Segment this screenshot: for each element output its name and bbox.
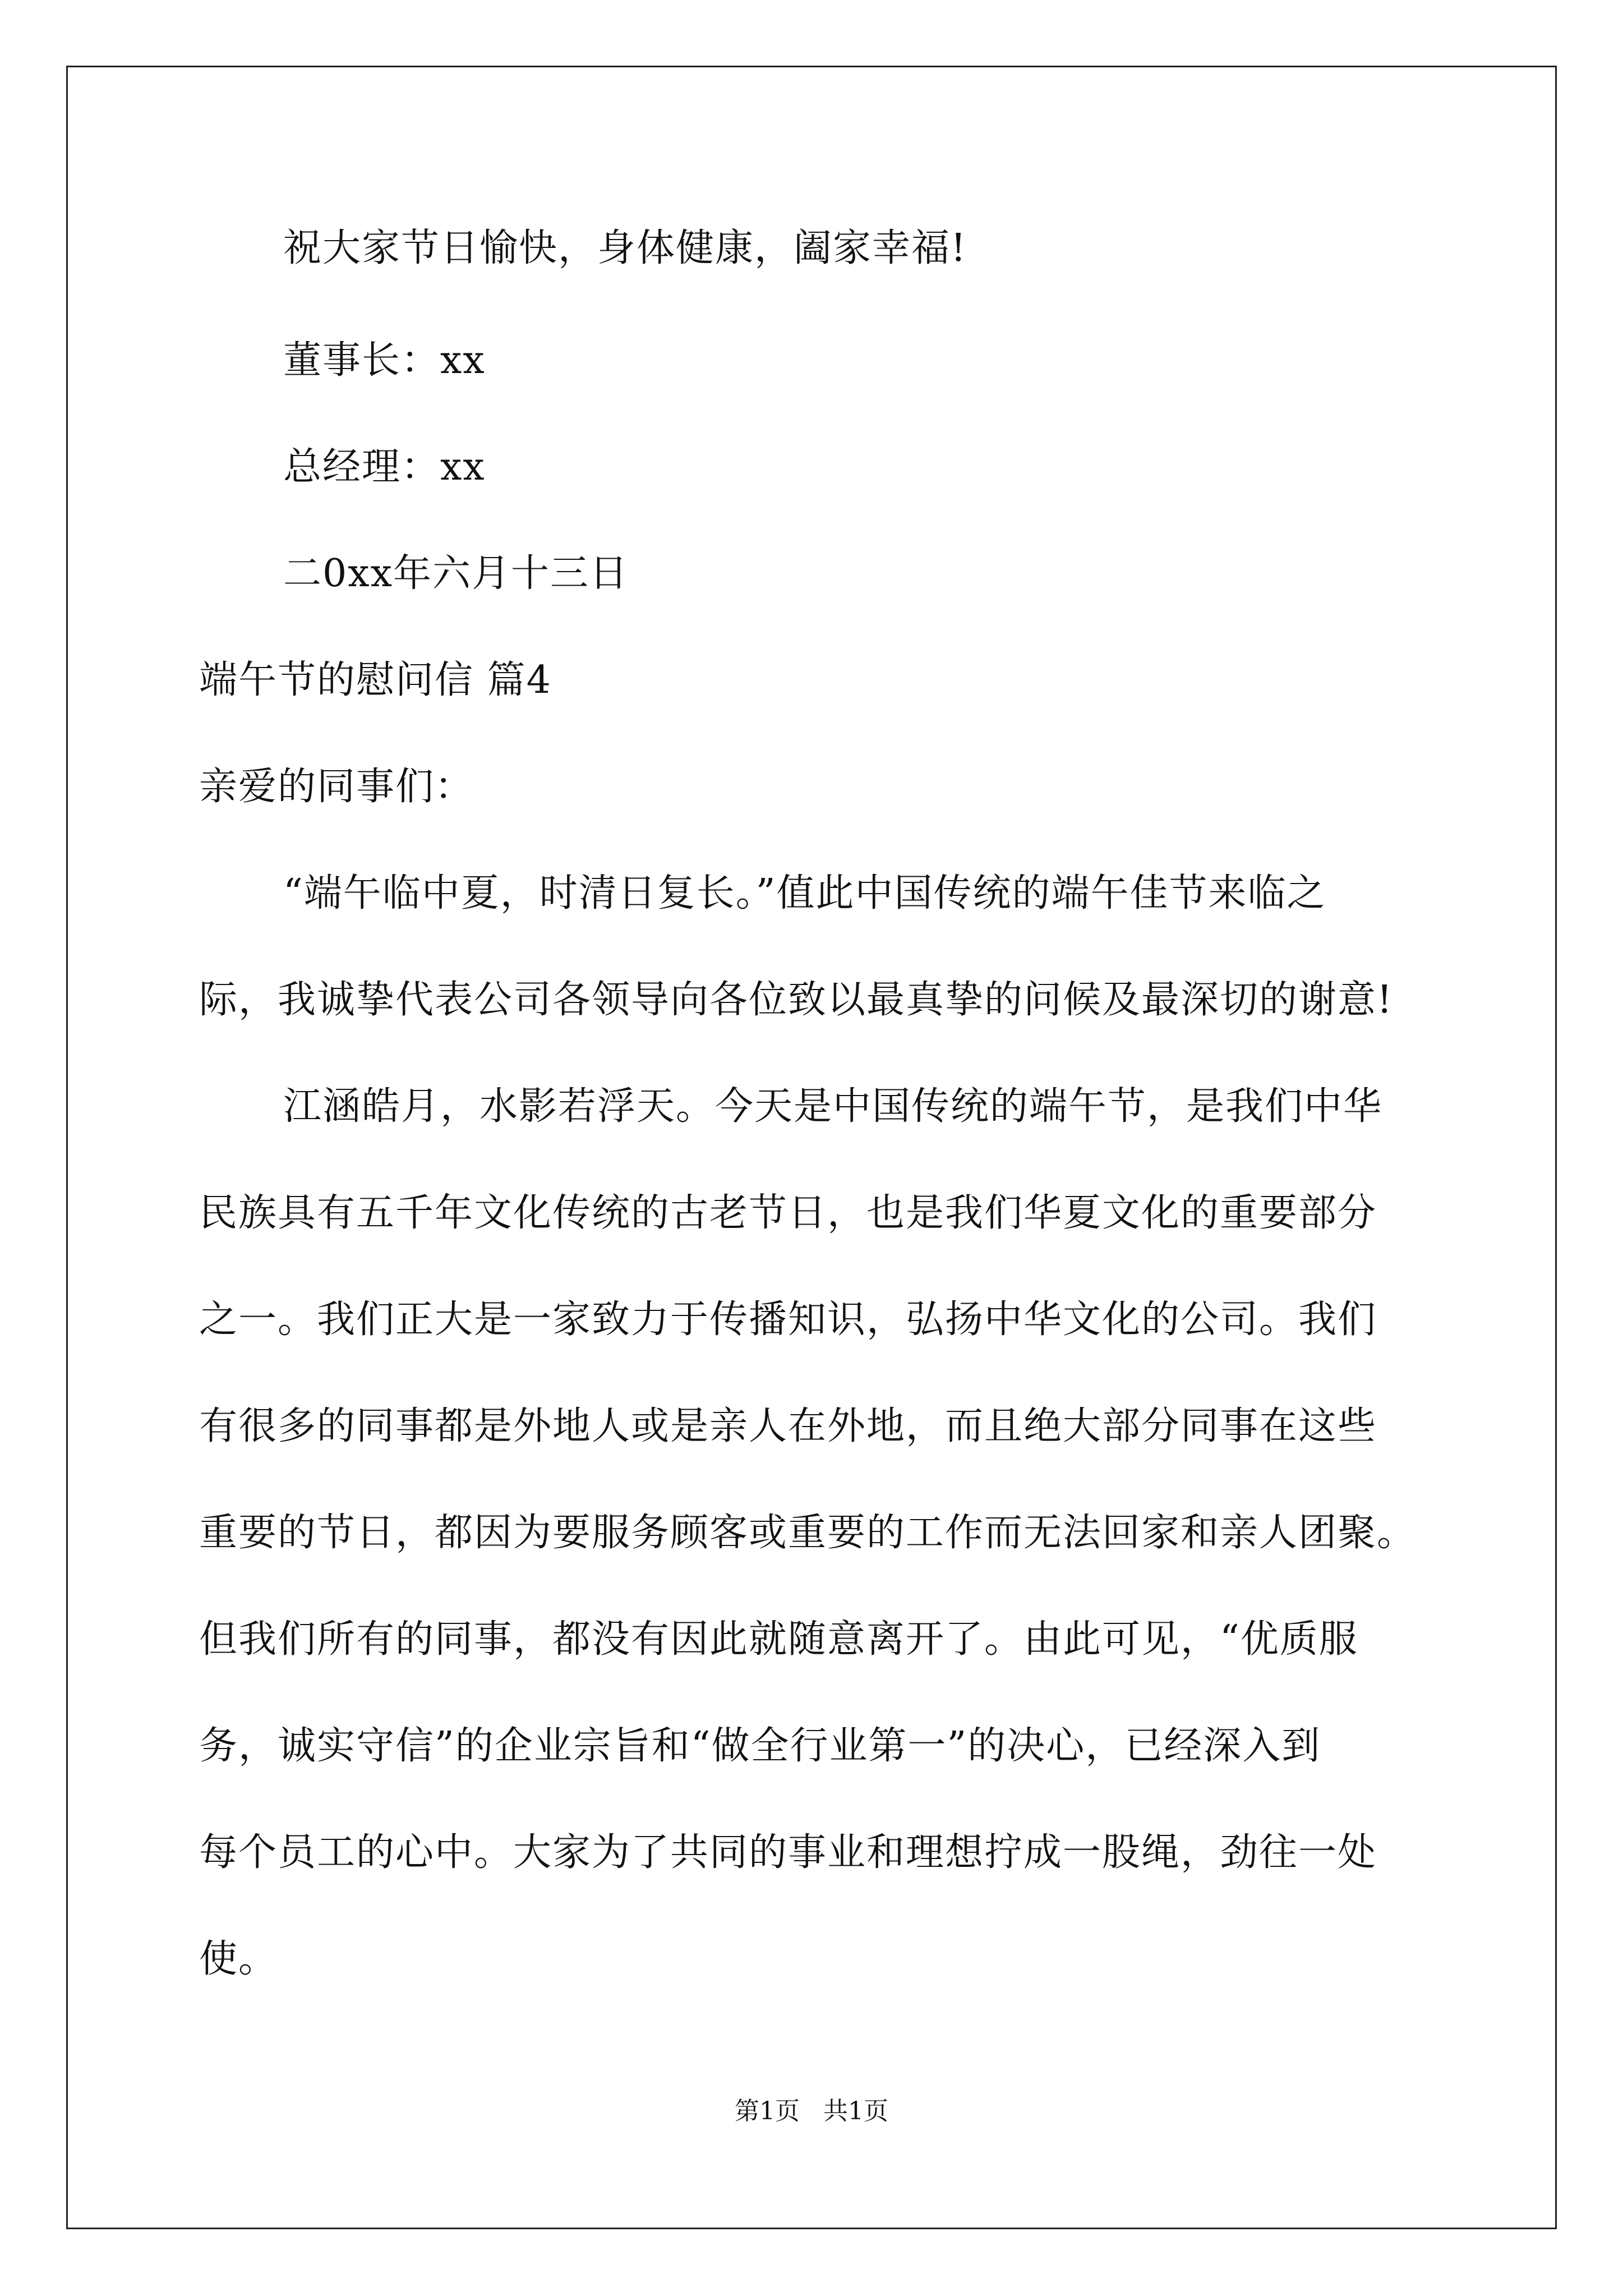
paragraph-line: 每个员工的心中。大家为了共同的事业和理想拧成一股绳，劲往一处	[199, 1830, 1377, 1875]
paragraph-line: 际，我诚挚代表公司各领导向各位致以最真挚的问候及最深切的谢意!	[199, 978, 1394, 1022]
paragraph-line: 有很多的同事都是外地人或是亲人在外地，而且绝大部分同事在这些	[199, 1404, 1377, 1448]
paragraph-line: 务，诚实守信”的企业宗旨和“做全行业第一”的决心，已经深入到	[199, 1724, 1321, 1768]
page-border	[66, 66, 1557, 2229]
salutation: 亲爱的同事们：	[199, 765, 474, 809]
letter-date: 二0xx年六月十三日	[283, 551, 629, 596]
closing-wish: 祝大家节日愉快，身体健康，阖家幸福!	[283, 226, 967, 270]
paragraph-line: 民族具有五千年文化传统的古老节日，也是我们华夏文化的重要部分	[199, 1191, 1377, 1235]
section-heading: 端午节的慰问信 篇4	[199, 658, 552, 702]
paragraph-line: 重要的节日，都因为要服务顾客或重要的工作而无法回家和亲人团聚。	[199, 1511, 1417, 1555]
signature-manager: 总经理：xx	[283, 445, 486, 489]
paragraph-line: 使。	[199, 1937, 278, 1981]
paragraph-line: 但我们所有的同事，都没有因此就随意离开了。由此可见，“优质服	[199, 1617, 1358, 1662]
paragraph-line: “端午临中夏，时清日复长。”值此中国传统的端午佳节来临之	[283, 871, 1326, 915]
paragraph-line: 之一。我们正大是一家致力于传播知识，弘扬中华文化的公司。我们	[199, 1297, 1377, 1342]
paragraph-line: 江涵皓月，水影若浮天。今天是中国传统的端午节，是我们中华	[283, 1084, 1383, 1129]
signature-chairman: 董事长：xx	[283, 338, 486, 383]
page-number-footer: 第1页 共1页	[735, 2097, 888, 2125]
